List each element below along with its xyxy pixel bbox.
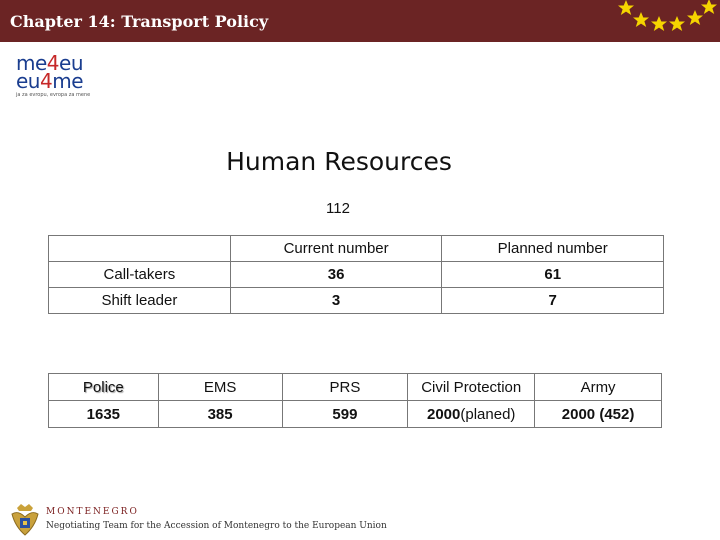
table-header-row <box>49 374 662 401</box>
table-header-cell: Planned number <box>442 236 664 262</box>
table-header-cell: Police <box>49 374 159 401</box>
table-row <box>49 262 664 288</box>
army-count-cell: 2000 (452) <box>535 401 662 428</box>
staff-table <box>48 235 664 314</box>
eu-stars-icon <box>605 0 720 40</box>
logo-line-2: eu4me <box>16 69 84 93</box>
table-header-cell: EMS <box>158 374 282 401</box>
planned-number-cell: 61 <box>442 262 664 288</box>
table-header-cell: Current number <box>230 236 442 262</box>
me4eu-logo <box>16 51 126 100</box>
logo-line-1: me4eu <box>16 51 84 75</box>
emergency-number: 112 <box>326 200 350 217</box>
row-label: Shift leader <box>49 288 231 314</box>
current-number-cell: 3 <box>230 288 442 314</box>
chapter-title: Chapter 14: Transport Policy <box>10 12 269 31</box>
police-count-cell: 1635 <box>49 401 159 428</box>
planned-number-cell: 7 <box>442 288 664 314</box>
table-row <box>49 401 662 428</box>
footer-team: Negotiating Team for the Accession of Montenegro to the European Union <box>46 521 387 531</box>
table-row <box>49 288 664 314</box>
current-number-cell: 36 <box>230 262 442 288</box>
logo-tagline: ja za evropu, evropa za mene <box>16 92 91 98</box>
header-bar <box>0 0 720 42</box>
civil-protection-note: (planed) <box>460 405 516 423</box>
footer-country: MONTENEGRO <box>46 507 139 517</box>
civil-protection-main: 2000 <box>427 405 461 423</box>
row-label: Call-takers <box>49 262 231 288</box>
slide-title: Human Resources <box>226 147 452 176</box>
ems-count-cell: 385 <box>158 401 282 428</box>
table-header-cell: Army <box>535 374 662 401</box>
prs-count-cell: 599 <box>282 401 408 428</box>
table-header-cell <box>49 236 231 262</box>
civil-protection-count-cell <box>408 401 535 428</box>
services-table <box>48 373 662 428</box>
table-header-cell: Civil Protection <box>408 374 535 401</box>
table-header-row <box>49 236 664 262</box>
montenegro-coat-of-arms-icon <box>8 502 42 538</box>
table-header-cell: PRS <box>282 374 408 401</box>
